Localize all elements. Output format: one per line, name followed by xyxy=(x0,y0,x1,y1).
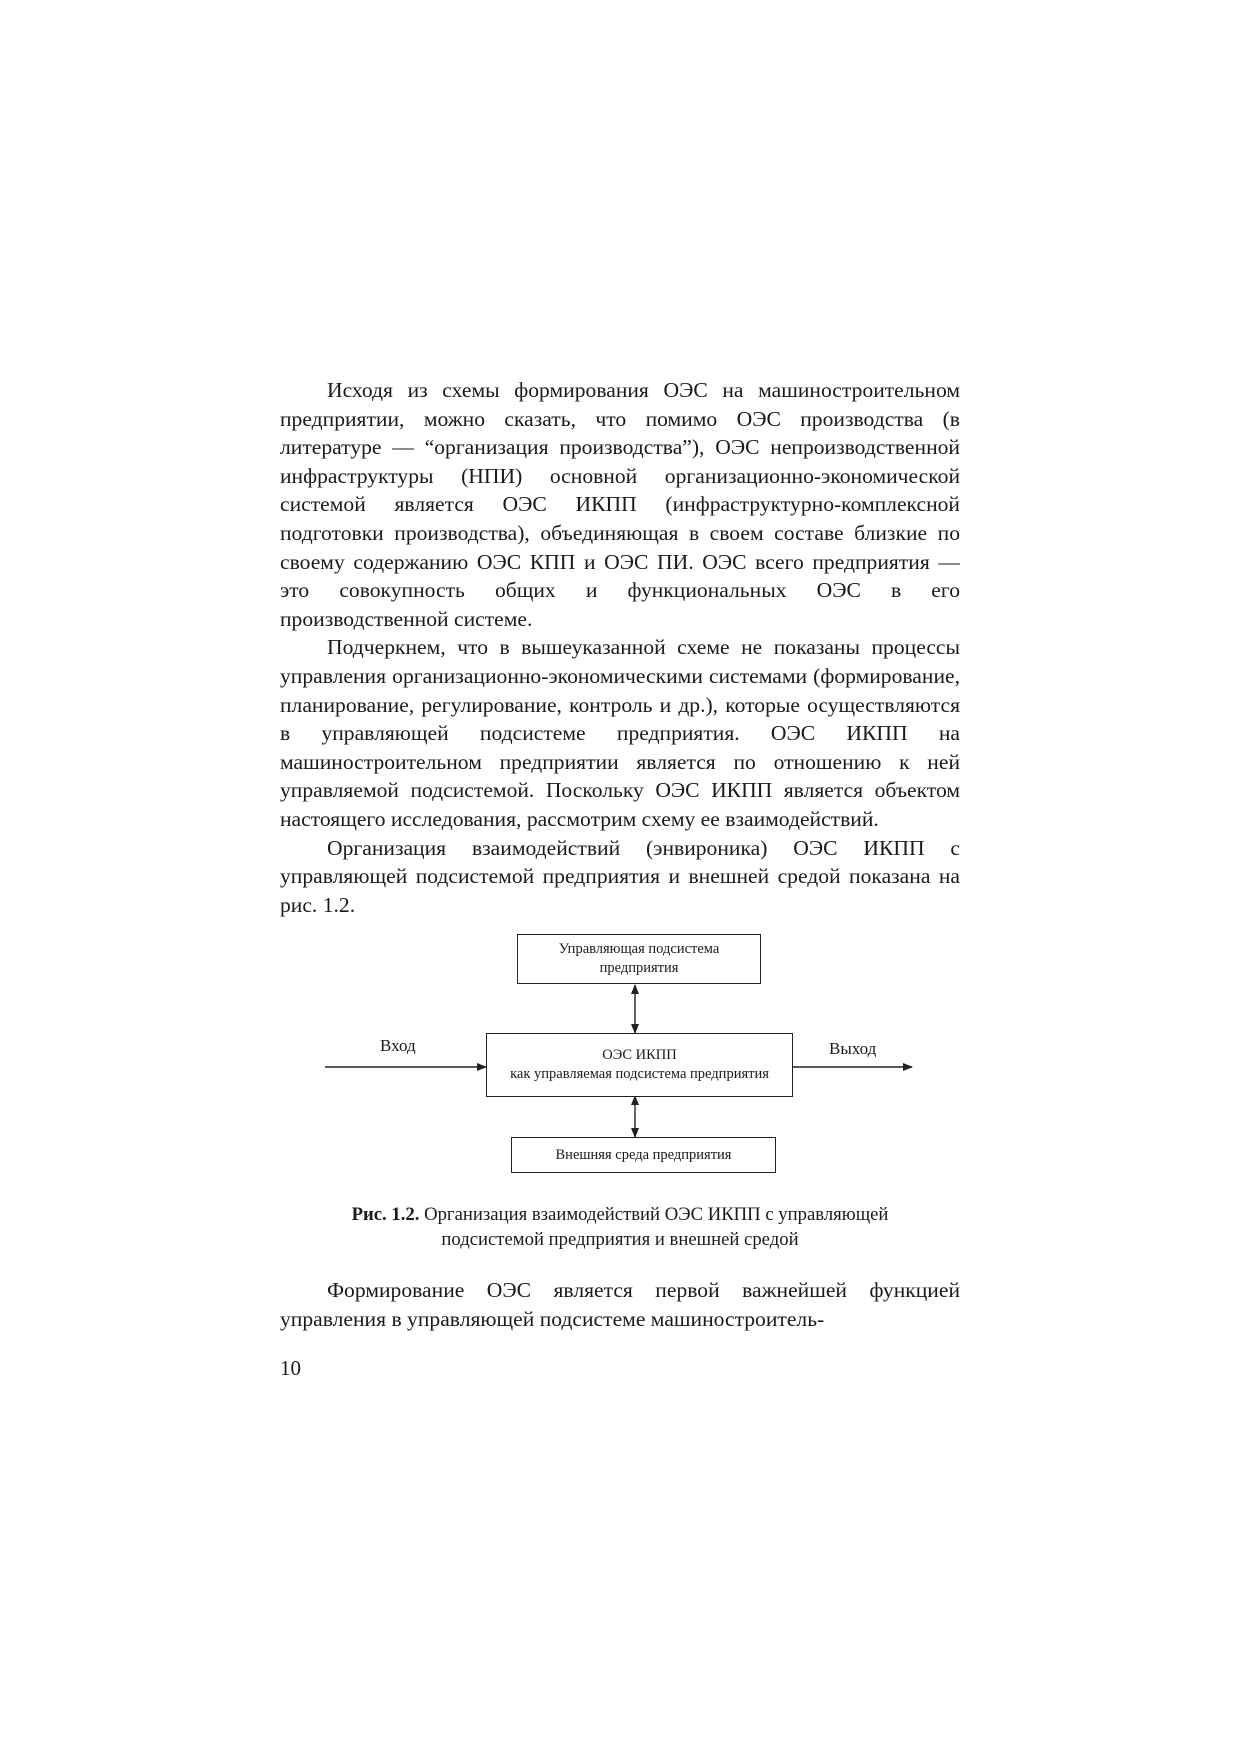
caption-figure-label: Рис. 1.2. xyxy=(351,1204,420,1225)
output-label: Выход xyxy=(829,1039,877,1058)
final-text xyxy=(280,1276,960,1333)
figure-1-2-diagram xyxy=(0,930,1241,1190)
caption-text-1: Организация взаимодействий ОЭС ИКПП с управляющей xyxy=(419,1204,889,1225)
control-subsystem-box xyxy=(517,934,761,984)
paragraph-4: Формирование ОЭС является первой важнейшей функцией управления в управляющей подсистеме машиностроитель- xyxy=(280,1278,960,1331)
caption-line-2: подсистемой предприятия и внешней средой xyxy=(441,1228,799,1250)
control-subsystem-line2: предприятия xyxy=(599,960,679,976)
managed-subsystem-line1: ОЭС ИКПП xyxy=(602,1047,677,1063)
paragraph-3: Организация взаимодействий (энвироника) ОЭС ИКПП с управляющей подсистемой предприятия и внешней средой показана на рис. 1.2. xyxy=(280,835,960,917)
figure-caption xyxy=(280,1203,960,1252)
input-label: Вход xyxy=(380,1036,416,1055)
paragraph-1: Исходя из схемы формирования ОЭС на машиностроительном предприятии, можно сказать, что помимо ОЭС производства (в литературе — “организация производства”), ОЭС непроизводственной инфраструктуры (НПИ) основной организационно-экономической системой является ОЭС ИКПП (инфраструктурно-комплексной подготовки производства), объединяющая в своем составе близкие по своему содержанию ОЭС КПП и ОЭС ПИ. ОЭС всего предприятия — это совокупность общих и функциональных ОЭС в его производственной системе. xyxy=(280,378,960,631)
control-subsystem-line1: Управляющая подсистема xyxy=(558,941,720,957)
managed-subsystem-line2: как управляемая подсистема предприятия xyxy=(510,1066,769,1082)
main-text xyxy=(280,376,960,919)
external-environment-box xyxy=(511,1137,776,1173)
caption-line-1 xyxy=(280,1203,960,1228)
external-environment-label: Внешняя среда предприятия xyxy=(555,1146,732,1163)
managed-subsystem-box xyxy=(486,1033,793,1097)
page-number: 10 xyxy=(280,1356,301,1380)
paragraph-2: Подчеркнем, что в вышеуказанной схеме не показаны процессы управления организационно-экономическими системами (формирование, планирование, регулирование, контроль и др.), которые осуществляются в управляющей подсистеме предприятия. ОЭС ИКПП на машиностроительном предприятии является по отношению к ней управляемой подсистемой. Поскольку ОЭС ИКПП является объектом настоящего исследования, рассмотрим схему ее взаимодействий. xyxy=(280,635,960,831)
